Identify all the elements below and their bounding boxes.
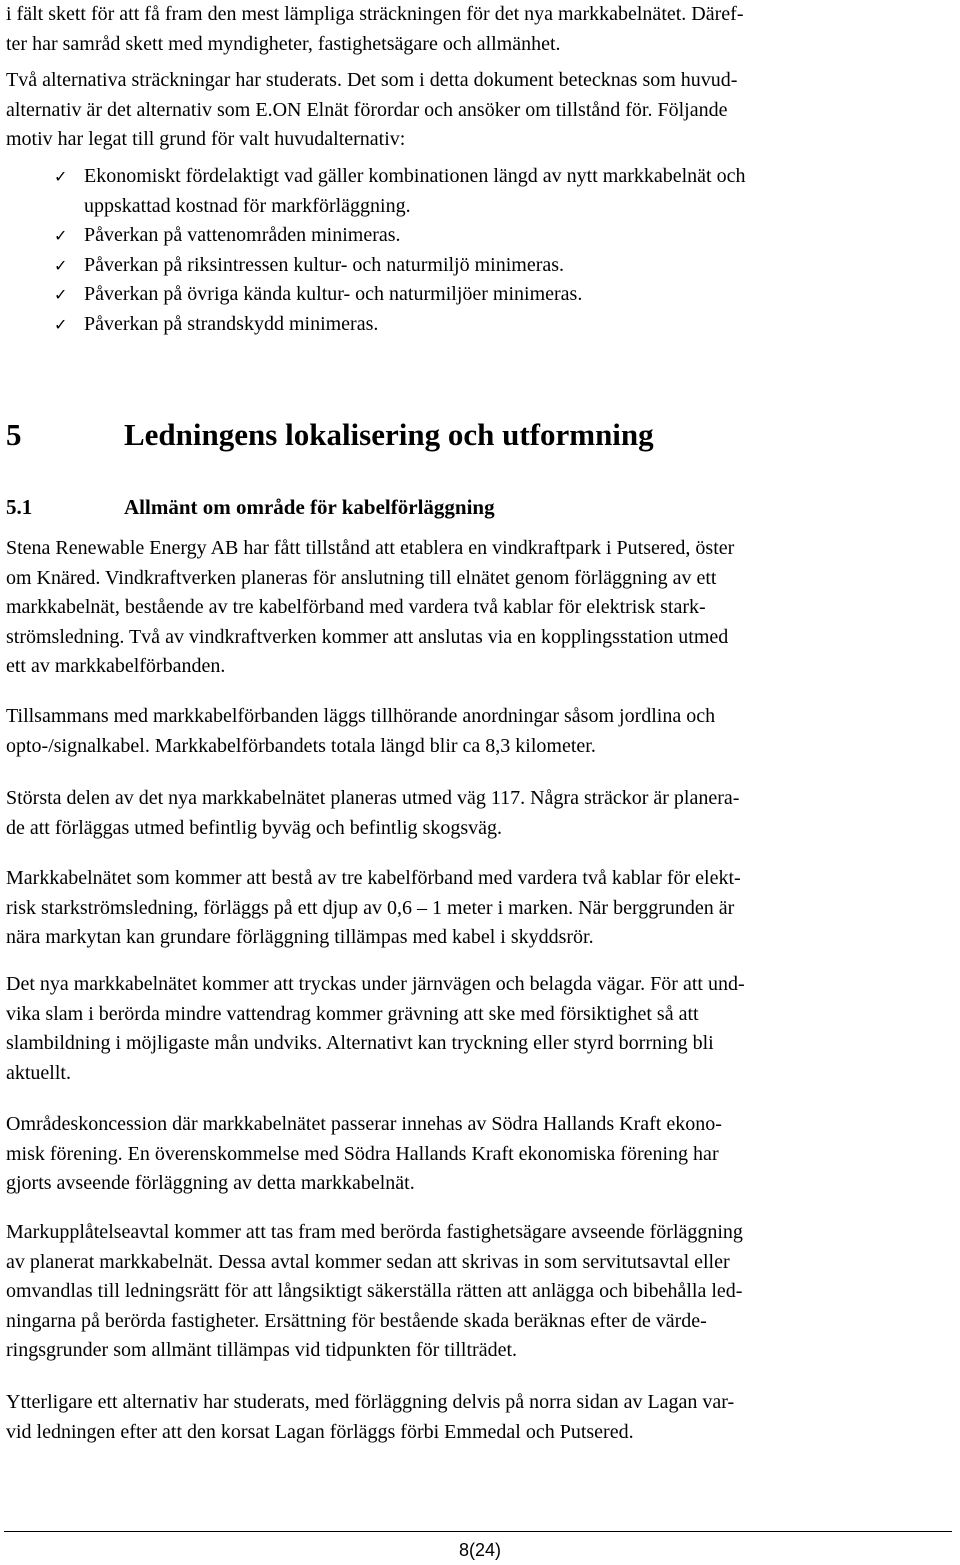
text-line: motiv har legat till grund för valt huvudalternativ: [6,128,406,150]
section-number: 5 [6,417,22,452]
text-line: Största delen av det nya markkabelnätet planeras utmed väg 117. Några sträckor är planera- [6,787,740,809]
checkmark-icon: ✓ [54,285,68,304]
list-item-text: uppskattad kostnad för markförläggning. [84,194,411,217]
list-item [54,162,746,221]
text-line: slambildning i möjligaste mån undviks. Alternativt kan tryckning eller styrd borrning bli [6,1032,714,1054]
motives-checklist [54,162,746,339]
body-paragraph [6,702,715,761]
text-line: Markkabelnätet som kommer att bestå av tre kabelförband med vardera två kablar för elekt- [6,867,741,889]
subsection-title: Allmänt om område för kabelförläggning [124,495,495,519]
text-line: risk starkströmsledning, förläggs på ett djup av 0,6 – 1 meter i marken. När berggrunden är [6,896,735,919]
text-line: gjorts avseende förläggning av detta markkabelnät. [6,1172,415,1194]
list-item-text: Påverkan på vattenområden minimeras. [84,224,401,246]
alternatives-paragraph [6,66,737,155]
subsection-heading [6,492,495,522]
text-line: nära markytan kan grundare förläggning tillämpas med kabel i skyddsrör. [6,926,594,948]
text-line: ett av markkabelförbanden. [6,655,226,677]
list-item [54,221,746,251]
list-item-text: Påverkan på strandskydd minimeras. [84,312,379,335]
text-line: om Knäred. Vindkraftverken planeras för anslutning till elnätet genom förläggning av ett [6,566,717,589]
list-item-text: Påverkan på riksintressen kultur- och naturmiljö minimeras. [84,253,565,276]
text-line: Två alternativa sträckningar har studerats. Det som i detta dokument betecknas som huvud- [6,69,738,91]
body-paragraph [6,970,745,1088]
text-line: Det nya markkabelnätet kommer att tryckas under järnvägen och belagda vägar. För att und- [6,973,745,995]
page-number: 8(24) [458,1540,502,1560]
text-line: aktuellt. [6,1061,71,1084]
body-paragraph [6,1110,722,1199]
text-line: Markupplåtelseavtal kommer att tas fram med berörda fastighetsägare avseende förläggning [6,1221,743,1243]
text-line: ningarna på berörda fastigheter. Ersättning för bestående skada beräknas efter de värde- [6,1309,707,1332]
checkmark-icon: ✓ [54,167,68,186]
text-line: Tillsammans med markkabelförbanden läggs tillhörande anordningar såsom jordlina och [6,705,716,727]
list-item-text: Ekonomiskt fördelaktigt vad gäller kombinationen längd av nytt markkabelnät och [84,165,746,187]
list-item [54,280,746,310]
text-line: ringsgrunder som allmänt tillämpas vid tidpunkten för tillträdet. [6,1339,518,1361]
body-paragraph [6,1218,743,1366]
list-item [54,251,746,281]
checkmark-icon: ✓ [54,255,68,275]
body-paragraph [6,864,741,953]
text-line: i fält skett för att få fram den mest lämpliga sträckningen för det nya markkabelnätet. Däref- [6,3,744,25]
body-paragraph [6,534,734,682]
list-item-text: Påverkan på övriga kända kultur- och naturmiljöer minimeras. [84,283,583,305]
text-line: markkabelnät, bestående av tre kabelförband med vardera två kablar för elektrisk stark- [6,596,706,618]
text-line: ter har samråd skett med myndigheter, fastighetsägare och allmänhet. [6,32,561,55]
section-heading [6,415,654,455]
text-line: alternativ är det alternativ som E.ON Elnät förordar och ansöker om tillstånd för. Följande [6,98,728,121]
text-line: Områdeskoncession där markkabelnätet passerar innehas av Södra Hallands Kraft ekono- [6,1113,722,1135]
text-line: vid ledningen efter att den korsat Lagan förläggs förbi Emmedal och Putsered. [6,1420,634,1443]
footer-divider [4,1531,952,1532]
intro-paragraph [6,0,743,59]
text-line: Stena Renewable Energy AB har fått tillstånd att etablera en vindkraftpark i Putsered, öster [6,537,735,559]
text-line: de att förläggas utmed befintlig byväg och befintlig skogsväg. [6,816,502,839]
text-line: av planerat markkabelnät. Dessa avtal kommer sedan att skrivas in som servitutsavtal eller [6,1250,730,1273]
subsection-number: 5.1 [6,495,33,519]
list-item [54,310,746,340]
text-line: omvandlas till ledningsrätt för att långsiktigt säkerställa rätten att anlägga och bibehålla led- [6,1280,743,1302]
text-line: opto-/signalkabel. Markkabelförbandets totala längd blir ca 8,3 kilometer. [6,734,596,757]
text-line: vika slam i berörda mindre vattendrag kommer grävning att ske med försiktighet så att [6,1002,699,1025]
body-paragraph [6,784,739,843]
checkmark-icon: ✓ [54,226,68,245]
text-line: misk förening. En överenskommelse med Södra Hallands Kraft ekonomiska förening har [6,1142,719,1165]
body-paragraph [6,1388,734,1447]
text-line: strömsledning. Två av vindkraftverken kommer att anslutas via en kopplingsstation utmed [6,625,729,648]
section-title: Ledningens lokalisering och utformning [124,417,654,452]
checkmark-icon: ✓ [54,314,68,334]
text-line: Ytterligare ett alternativ har studerats, med förläggning delvis på norra sidan av Lagan var- [6,1391,735,1413]
